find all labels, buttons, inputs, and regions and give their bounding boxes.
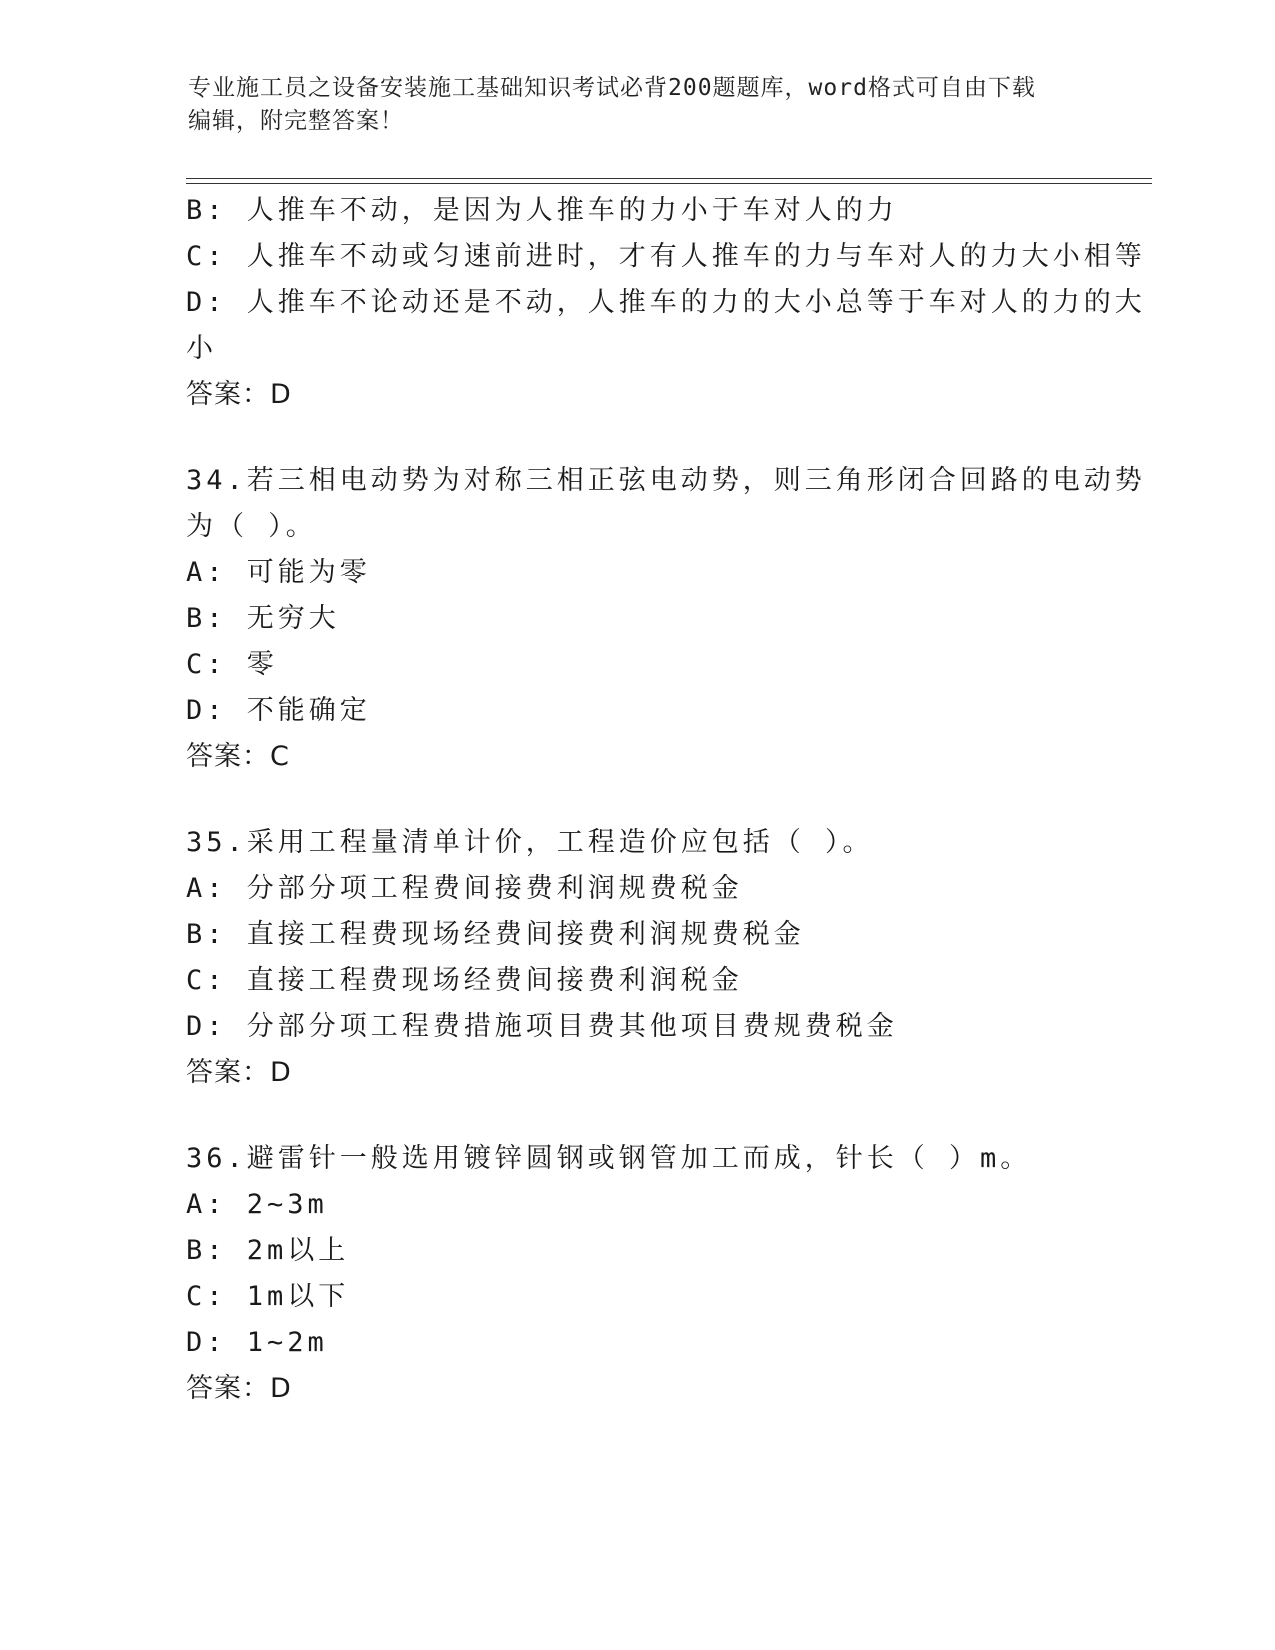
answer-line: 答案：C [186, 741, 290, 772]
question-36 [186, 1136, 1086, 1412]
document-header [188, 72, 1068, 138]
answer-line: 答案：D [186, 1373, 292, 1404]
question-34 [186, 458, 1146, 780]
option-line: C: 人推车不动或匀速前进时，才有人推车的力与车对人的力大小相等 [186, 241, 1146, 272]
option-c: C: 直接工程费现场经费间接费利润税金 [186, 965, 743, 996]
option-a: A: 2~3m [186, 1189, 328, 1220]
spacer [186, 780, 1086, 820]
question-content [186, 188, 1146, 1412]
header-divider-bottom [186, 183, 1152, 184]
option-b: B: 2m以上 [186, 1235, 350, 1266]
question-stem: 34.若三相电动势为对称三相正弦电动势，则三角形闭合回路的电动势 [186, 465, 1146, 496]
header-line-2: 编辑，附完整答案！ [188, 108, 404, 134]
spacer [186, 1096, 1086, 1136]
option-d: D: 1~2m [186, 1327, 328, 1358]
option-line: 小 [186, 333, 217, 364]
option-b: B: 直接工程费现场经费间接费利润规费税金 [186, 919, 805, 950]
option-c: C: 零 [186, 649, 278, 680]
header-line-1: 专业施工员之设备安装施工基础知识考试必背200题题库，word格式可自由下载 [188, 75, 1036, 101]
option-a: A: 分部分项工程费间接费利润规费税金 [186, 873, 743, 904]
option-b: B: 无穷大 [186, 603, 340, 634]
question-35 [186, 820, 1086, 1096]
question-stem: 36.避雷针一般选用镀锌圆钢或钢管加工而成，针长（ ）m。 [186, 1143, 1032, 1174]
question-stem: 为（ ）。 [186, 511, 317, 542]
header-divider-top [186, 178, 1152, 179]
option-c: C: 1m以下 [186, 1281, 350, 1312]
option-line: B: 人推车不动，是因为人推车的力小于车对人的力 [186, 195, 898, 226]
option-d: D: 不能确定 [186, 695, 371, 726]
question-stem: 35.采用工程量清单计价，工程造价应包括（ ）。 [186, 827, 874, 858]
question-33-continued [186, 188, 1146, 418]
spacer [186, 418, 1086, 458]
option-a: A: 可能为零 [186, 557, 371, 588]
answer-line: 答案：D [186, 379, 292, 410]
option-line: D: 人推车不论动还是不动，人推车的力的大小总等于车对人的力的大 [186, 287, 1146, 318]
option-d: D: 分部分项工程费措施项目费其他项目费规费税金 [186, 1011, 898, 1042]
answer-line: 答案：D [186, 1057, 292, 1088]
